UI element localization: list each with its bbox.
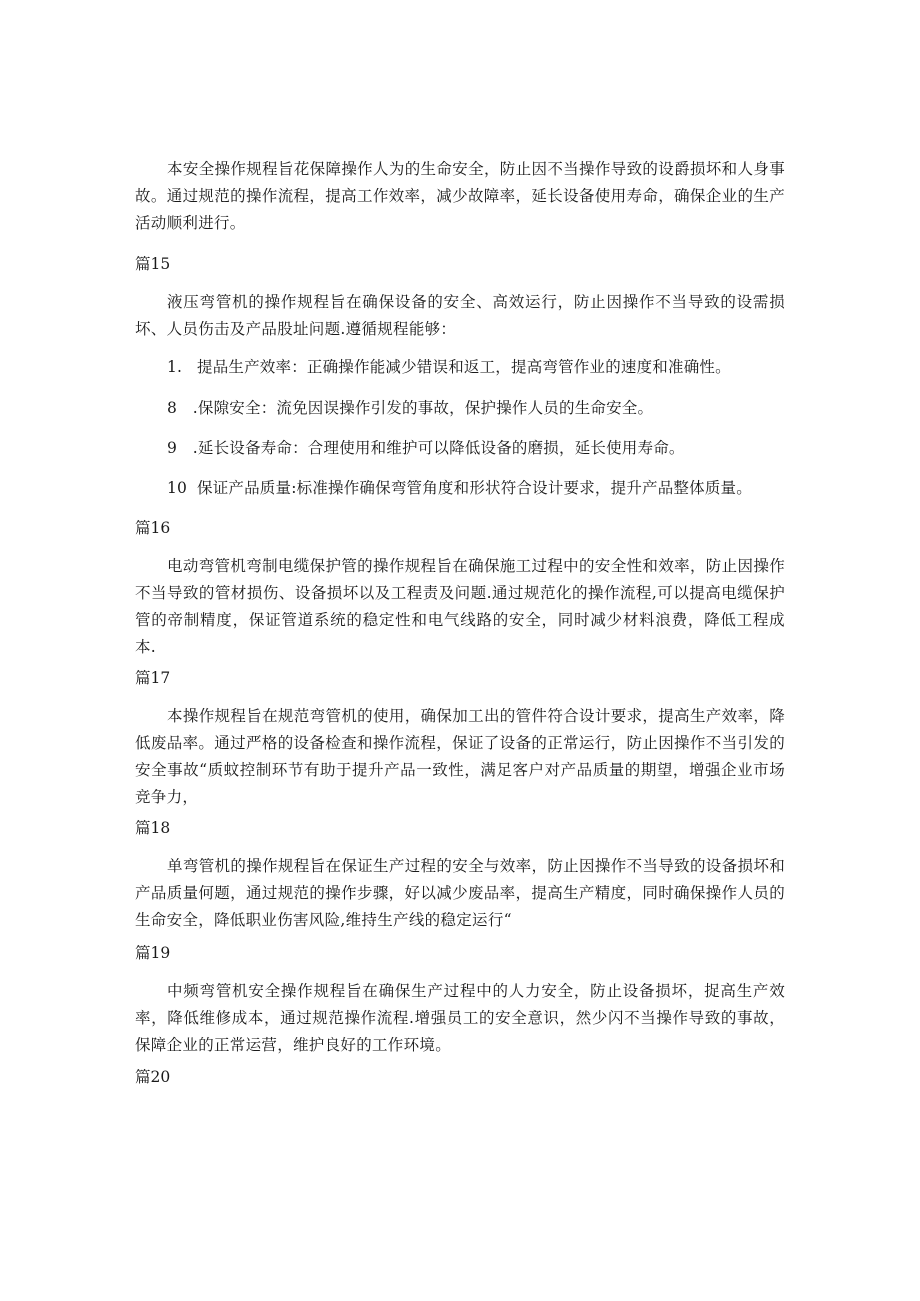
list-item-number: 9 .: [167, 439, 198, 457]
section-17-paragraph: 本操作规程旨在规范弯管机的使用，确保加工出的管件符合设计要求，提高生产效率，降低废品率。通过严格的设备检查和操作流程，保证了设备的正常运行，防止因操作不当引发的安全事故“质蚊控制环节有助于提升产品一致性，满足客户对产品质量的期望，增强企业市场竞争力，: [135, 707, 785, 806]
section-heading-16: 篇16: [135, 519, 171, 537]
list-item-number: 8 .: [167, 399, 198, 417]
list-item-1: [167, 354, 807, 381]
list-item-8: [167, 395, 807, 422]
list-item-9: [167, 435, 807, 462]
list-item-number: 10: [167, 479, 188, 497]
list-item-text: 延长设备寿命：合理使用和维护可以降低设备的磨损，延长使用寿命。: [197, 439, 685, 457]
section-heading-18: 篇18: [135, 819, 171, 837]
list-item-10: [167, 475, 807, 502]
list-item-text: 保证产品质量:标准操作确保弯管角度和形状符合设计要求，提升产品整体质量。: [197, 479, 752, 497]
list-item-number: 1.: [167, 358, 183, 376]
section-19-paragraph: 中频弯管机安全操作规程旨在确保生产过程中的人力安全，防止设备损坏，捉高生产效率，降低维修成本，通过规范操作流程.增强员工的安全意识，然少闪不当操作导致的事故，保障企业的正常运营，维护良好的工作环境。: [135, 982, 785, 1054]
section-heading-17: 篇17: [135, 669, 171, 687]
section-16-paragraph: 电动弯管机弯制电缆保护管的操作规程旨在确保施工过程中的安全性和效率，防止因操作不当导致的管材损伤、设备损坏以及工程责及问题.通过规范化的操作流程,可以提高电缆保护管的帝制精度，保证管道系统的稳定性和电气线路的安全，同时减少材料浪费，降低工程成本.: [135, 557, 785, 656]
list-item-text: 提品生产效率：正确操作能减少错误和返工，提高弯管作业的速度和准确性。: [197, 358, 731, 376]
intro-paragraph: 本安全操作规程旨花保障操作人为的生命安全，防止因不当操作导致的设爵损坏和人身事故。通过规范的操作流程，提高工作效率，减少故障率，延长设备使用寿命，确保企业的生产活动顺利进行。: [135, 160, 785, 232]
section-heading-20: 篇20: [135, 1068, 171, 1086]
section-15-paragraph: 液压弯管机的操作规程旨在确保设备的安全、高效运行，防止因操作不当导致的设需损坏、人员伤击及产品股址问题.遵循规程能够：: [135, 293, 785, 338]
list-item-text: 保隙安全：流免因误操作引发的事故，保护操作人员的生命安全。: [197, 399, 654, 417]
section-heading-19: 篇19: [135, 944, 171, 962]
section-heading-15: 篇15: [135, 255, 171, 273]
section-18-paragraph: 单弯管机的操作规程旨在保证生产过程的安全与效率，防止因操作不当导致的设备损坏和产品质量何题，通过规范的操作步骤，好以减少废品率，提高生产精度，同时确保操作人员的生命安全，降低职业伤害风险,维持生产线的稳定运行“: [135, 857, 785, 929]
